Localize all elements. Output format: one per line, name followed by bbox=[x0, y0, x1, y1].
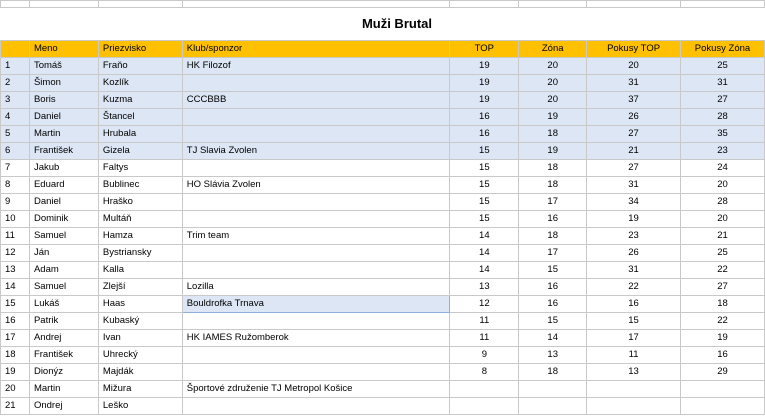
cell-meno[interactable]: Martin bbox=[29, 126, 98, 143]
cell-priezvisko[interactable]: Kozlík bbox=[98, 75, 182, 92]
cell-priezvisko[interactable]: Uhrecký bbox=[98, 347, 182, 364]
cell-pokusy-top[interactable]: 27 bbox=[587, 126, 681, 143]
row-number[interactable]: 3 bbox=[1, 92, 30, 109]
cell-top[interactable]: 11 bbox=[450, 313, 519, 330]
cell-klub[interactable]: HK Filozof bbox=[182, 58, 450, 75]
cell-pokusy-top[interactable]: 20 bbox=[587, 58, 681, 75]
cell-priezvisko[interactable]: Hamza bbox=[98, 228, 182, 245]
header-priezvisko[interactable]: Priezvisko bbox=[98, 41, 182, 58]
cell-top[interactable]: 15 bbox=[450, 194, 519, 211]
cell-top[interactable]: 9 bbox=[450, 347, 519, 364]
cell-meno[interactable]: Jakub bbox=[29, 160, 98, 177]
cell-pokusy-top[interactable]: 19 bbox=[587, 211, 681, 228]
cell-zona[interactable]: 13 bbox=[519, 347, 587, 364]
cell-top[interactable]: 15 bbox=[450, 143, 519, 160]
cell[interactable] bbox=[450, 1, 519, 8]
header-pokusy-top[interactable]: Pokusy TOP bbox=[587, 41, 681, 58]
header-meno[interactable]: Meno bbox=[29, 41, 98, 58]
cell[interactable] bbox=[1, 8, 30, 41]
cell-top[interactable]: 14 bbox=[450, 262, 519, 279]
row-number[interactable]: 4 bbox=[1, 109, 30, 126]
table-row bbox=[1, 381, 765, 398]
cell-top[interactable]: 19 bbox=[450, 92, 519, 109]
empty-row bbox=[1, 1, 765, 8]
cell-pokusy-top[interactable]: 37 bbox=[587, 92, 681, 109]
cell-zona[interactable]: 20 bbox=[519, 92, 587, 109]
cell-pokusy-top[interactable]: 27 bbox=[587, 160, 681, 177]
cell-klub[interactable]: Trim team bbox=[182, 228, 450, 245]
cell-top[interactable]: 14 bbox=[450, 245, 519, 262]
cell-klub[interactable] bbox=[182, 262, 450, 279]
cell-top[interactable]: 8 bbox=[450, 364, 519, 381]
cell-klub[interactable] bbox=[182, 313, 450, 330]
row-number[interactable]: 5 bbox=[1, 126, 30, 143]
cell-priezvisko[interactable]: Kuzma bbox=[98, 92, 182, 109]
cell-meno[interactable]: Šimon bbox=[29, 75, 98, 92]
cell-pokusy-zona[interactable]: 27 bbox=[681, 92, 765, 109]
cell-top[interactable]: 19 bbox=[450, 75, 519, 92]
table-row bbox=[1, 347, 765, 364]
cell-top[interactable]: 15 bbox=[450, 160, 519, 177]
cell-pokusy-top[interactable]: 15 bbox=[587, 313, 681, 330]
cell-zona[interactable]: 17 bbox=[519, 245, 587, 262]
cell-klub[interactable]: HK IAMES Ružomberok bbox=[182, 330, 450, 347]
cell-pokusy-zona[interactable]: 18 bbox=[681, 296, 765, 313]
row-number[interactable]: 8 bbox=[1, 177, 30, 194]
table-row bbox=[1, 194, 765, 211]
cell-pokusy-top[interactable]: 16 bbox=[587, 296, 681, 313]
cell-top[interactable] bbox=[450, 381, 519, 398]
table-row bbox=[1, 398, 765, 415]
row-number[interactable]: 9 bbox=[1, 194, 30, 211]
cell-zona[interactable]: 19 bbox=[519, 143, 587, 160]
cell-meno[interactable]: Tomáš bbox=[29, 58, 98, 75]
cell-pokusy-zona[interactable]: 27 bbox=[681, 279, 765, 296]
cell-meno[interactable]: Dionýz bbox=[29, 364, 98, 381]
cell[interactable] bbox=[519, 1, 587, 8]
row-number[interactable]: 7 bbox=[1, 160, 30, 177]
cell-pokusy-top[interactable]: 26 bbox=[587, 245, 681, 262]
cell-klub[interactable]: Bouldrofka Trnava bbox=[182, 296, 450, 313]
cell-meno[interactable]: Samuel bbox=[29, 279, 98, 296]
row-number[interactable]: 19 bbox=[1, 364, 30, 381]
cell-klub[interactable] bbox=[182, 245, 450, 262]
cell-pokusy-zona[interactable]: 24 bbox=[681, 160, 765, 177]
cell-top[interactable]: 15 bbox=[450, 177, 519, 194]
table-row bbox=[1, 109, 765, 126]
cell[interactable] bbox=[182, 1, 450, 8]
row-number[interactable]: 11 bbox=[1, 228, 30, 245]
cell-pokusy-top[interactable]: 31 bbox=[587, 75, 681, 92]
cell-priezvisko[interactable]: Haas bbox=[98, 296, 182, 313]
cell-pokusy-top[interactable]: 31 bbox=[587, 177, 681, 194]
cell-zona[interactable] bbox=[519, 381, 587, 398]
cell-pokusy-zona[interactable]: 22 bbox=[681, 262, 765, 279]
cell-priezvisko[interactable]: Multáň bbox=[98, 211, 182, 228]
cell-priezvisko[interactable]: Hraško bbox=[98, 194, 182, 211]
cell-pokusy-zona[interactable]: 22 bbox=[681, 313, 765, 330]
cell-pokusy-top[interactable]: 23 bbox=[587, 228, 681, 245]
cell-pokusy-top[interactable] bbox=[587, 381, 681, 398]
cell-meno[interactable]: Boris bbox=[29, 92, 98, 109]
cell-klub[interactable] bbox=[182, 364, 450, 381]
cell-priezvisko[interactable]: Gizela bbox=[98, 143, 182, 160]
cell-pokusy-zona[interactable]: 23 bbox=[681, 143, 765, 160]
cell-top[interactable]: 19 bbox=[450, 58, 519, 75]
table-row bbox=[1, 279, 765, 296]
cell-klub[interactable]: TJ Slavia Zvolen bbox=[182, 143, 450, 160]
row-number[interactable]: 6 bbox=[1, 143, 30, 160]
cell-pokusy-zona[interactable]: 20 bbox=[681, 211, 765, 228]
row-number[interactable]: 15 bbox=[1, 296, 30, 313]
cell-pokusy-top[interactable]: 17 bbox=[587, 330, 681, 347]
table-row bbox=[1, 245, 765, 262]
cell-pokusy-top[interactable]: 22 bbox=[587, 279, 681, 296]
table-row bbox=[1, 330, 765, 347]
cell-priezvisko[interactable]: Zlejší bbox=[98, 279, 182, 296]
cell-priezvisko[interactable]: Bystriansky bbox=[98, 245, 182, 262]
cell-meno[interactable]: Daniel bbox=[29, 109, 98, 126]
sheet-title[interactable]: Muži Brutal bbox=[29, 8, 764, 41]
cell-pokusy-zona[interactable]: 25 bbox=[681, 245, 765, 262]
header-klub[interactable]: Klub/sponzor bbox=[182, 41, 450, 58]
cell-top[interactable] bbox=[450, 398, 519, 415]
table-row bbox=[1, 92, 765, 109]
cell-priezvisko[interactable]: Majdák bbox=[98, 364, 182, 381]
cell-pokusy-zona[interactable]: 28 bbox=[681, 109, 765, 126]
cell-priezvisko[interactable]: Kalla bbox=[98, 262, 182, 279]
cell-zona[interactable]: 18 bbox=[519, 364, 587, 381]
cell-meno[interactable]: Martin bbox=[29, 381, 98, 398]
cell-meno[interactable]: Ondrej bbox=[29, 398, 98, 415]
table-row bbox=[1, 211, 765, 228]
cell-klub[interactable]: CCCBBB bbox=[182, 92, 450, 109]
cell-meno[interactable]: Andrej bbox=[29, 330, 98, 347]
cell-pokusy-top[interactable]: 11 bbox=[587, 347, 681, 364]
header-cell-index[interactable] bbox=[1, 41, 30, 58]
row-number[interactable]: 13 bbox=[1, 262, 30, 279]
cell[interactable] bbox=[1, 1, 30, 8]
row-number[interactable]: 16 bbox=[1, 313, 30, 330]
cell-klub[interactable] bbox=[182, 109, 450, 126]
cell-zona[interactable] bbox=[519, 398, 587, 415]
title-row bbox=[1, 8, 765, 41]
cell-meno[interactable]: Dominik bbox=[29, 211, 98, 228]
cell-pokusy-zona[interactable]: 28 bbox=[681, 194, 765, 211]
cell-klub[interactable] bbox=[182, 211, 450, 228]
cell-pokusy-zona[interactable]: 16 bbox=[681, 347, 765, 364]
cell-pokusy-zona[interactable]: 29 bbox=[681, 364, 765, 381]
cell-klub[interactable] bbox=[182, 347, 450, 364]
cell-klub[interactable] bbox=[182, 126, 450, 143]
cell-klub[interactable] bbox=[182, 194, 450, 211]
cell-meno[interactable]: Lukáš bbox=[29, 296, 98, 313]
cell-pokusy-top[interactable]: 34 bbox=[587, 194, 681, 211]
cell-pokusy-zona[interactable] bbox=[681, 381, 765, 398]
cell-klub[interactable]: HO Slávia Zvolen bbox=[182, 177, 450, 194]
row-number[interactable]: 1 bbox=[1, 58, 30, 75]
cell-meno[interactable]: Samuel bbox=[29, 228, 98, 245]
cell[interactable] bbox=[681, 1, 765, 8]
cell-pokusy-zona[interactable]: 20 bbox=[681, 177, 765, 194]
cell-meno[interactable]: Ján bbox=[29, 245, 98, 262]
cell-pokusy-zona[interactable]: 19 bbox=[681, 330, 765, 347]
table-row bbox=[1, 296, 765, 313]
cell-top[interactable]: 16 bbox=[450, 109, 519, 126]
cell-pokusy-top[interactable]: 13 bbox=[587, 364, 681, 381]
cell-priezvisko[interactable]: Fraňo bbox=[98, 58, 182, 75]
header-pokusy-zona[interactable]: Pokusy Zóna bbox=[681, 41, 765, 58]
cell-zona[interactable]: 18 bbox=[519, 160, 587, 177]
cell-pokusy-top[interactable]: 31 bbox=[587, 262, 681, 279]
cell-klub[interactable] bbox=[182, 398, 450, 415]
cell-klub[interactable] bbox=[182, 75, 450, 92]
cell-meno[interactable]: Eduard bbox=[29, 177, 98, 194]
cell-pokusy-zona[interactable]: 21 bbox=[681, 228, 765, 245]
cell-pokusy-zona[interactable]: 35 bbox=[681, 126, 765, 143]
cell-top[interactable]: 15 bbox=[450, 211, 519, 228]
cell-zona[interactable]: 15 bbox=[519, 313, 587, 330]
cell-priezvisko[interactable]: Bublinec bbox=[98, 177, 182, 194]
row-number[interactable]: 2 bbox=[1, 75, 30, 92]
cell-priezvisko[interactable]: Hrubala bbox=[98, 126, 182, 143]
table-row bbox=[1, 143, 765, 160]
row-number[interactable]: 10 bbox=[1, 211, 30, 228]
table-row bbox=[1, 364, 765, 381]
cell-priezvisko[interactable]: Kubaský bbox=[98, 313, 182, 330]
cell-priezvisko[interactable]: Ivan bbox=[98, 330, 182, 347]
cell-pokusy-zona[interactable] bbox=[681, 398, 765, 415]
cell-pokusy-top[interactable]: 26 bbox=[587, 109, 681, 126]
cell[interactable] bbox=[29, 1, 98, 8]
cell-zona[interactable]: 18 bbox=[519, 228, 587, 245]
cell-zona[interactable]: 18 bbox=[519, 126, 587, 143]
cell-top[interactable]: 11 bbox=[450, 330, 519, 347]
header-top[interactable]: TOP bbox=[450, 41, 519, 58]
cell-meno[interactable]: Patrik bbox=[29, 313, 98, 330]
cell-priezvisko[interactable]: Štancel bbox=[98, 109, 182, 126]
cell-klub[interactable]: Lozilla bbox=[182, 279, 450, 296]
cell-pokusy-top[interactable]: 21 bbox=[587, 143, 681, 160]
cell-pokusy-zona[interactable]: 25 bbox=[681, 58, 765, 75]
cell[interactable] bbox=[587, 1, 681, 8]
row-number[interactable]: 21 bbox=[1, 398, 30, 415]
cell-zona[interactable]: 15 bbox=[519, 262, 587, 279]
cell-zona[interactable]: 19 bbox=[519, 109, 587, 126]
row-number[interactable]: 17 bbox=[1, 330, 30, 347]
table-row bbox=[1, 75, 765, 92]
cell-top[interactable]: 16 bbox=[450, 126, 519, 143]
table-row bbox=[1, 126, 765, 143]
cell-top[interactable]: 12 bbox=[450, 296, 519, 313]
cell-klub[interactable]: Športové združenie TJ Metropol Košice bbox=[182, 381, 450, 398]
cell-priezvisko[interactable]: Leško bbox=[98, 398, 182, 415]
table-row bbox=[1, 177, 765, 194]
table-row bbox=[1, 313, 765, 330]
cell-zona[interactable]: 20 bbox=[519, 75, 587, 92]
cell-top[interactable]: 14 bbox=[450, 228, 519, 245]
cell-pokusy-top[interactable] bbox=[587, 398, 681, 415]
cell-zona[interactable]: 14 bbox=[519, 330, 587, 347]
cell-zona[interactable]: 16 bbox=[519, 279, 587, 296]
table-row bbox=[1, 160, 765, 177]
row-number[interactable]: 14 bbox=[1, 279, 30, 296]
cell-priezvisko[interactable]: Faltys bbox=[98, 160, 182, 177]
header-zona[interactable]: Zóna bbox=[519, 41, 587, 58]
cell-zona[interactable]: 20 bbox=[519, 58, 587, 75]
cell-top[interactable]: 13 bbox=[450, 279, 519, 296]
cell-zona[interactable]: 16 bbox=[519, 211, 587, 228]
row-number[interactable]: 12 bbox=[1, 245, 30, 262]
row-number[interactable]: 20 bbox=[1, 381, 30, 398]
cell-meno[interactable]: Adam bbox=[29, 262, 98, 279]
cell-meno[interactable]: Daniel bbox=[29, 194, 98, 211]
table-row bbox=[1, 228, 765, 245]
cell-zona[interactable]: 16 bbox=[519, 296, 587, 313]
cell-meno[interactable]: František bbox=[29, 143, 98, 160]
cell-zona[interactable]: 17 bbox=[519, 194, 587, 211]
cell-pokusy-zona[interactable]: 31 bbox=[681, 75, 765, 92]
cell-klub[interactable] bbox=[182, 160, 450, 177]
row-number[interactable]: 18 bbox=[1, 347, 30, 364]
cell[interactable] bbox=[98, 1, 182, 8]
table-row bbox=[1, 58, 765, 75]
header-row bbox=[1, 41, 765, 58]
cell-priezvisko[interactable]: Mižura bbox=[98, 381, 182, 398]
cell-meno[interactable]: František bbox=[29, 347, 98, 364]
cell-zona[interactable]: 18 bbox=[519, 177, 587, 194]
table-row bbox=[1, 262, 765, 279]
